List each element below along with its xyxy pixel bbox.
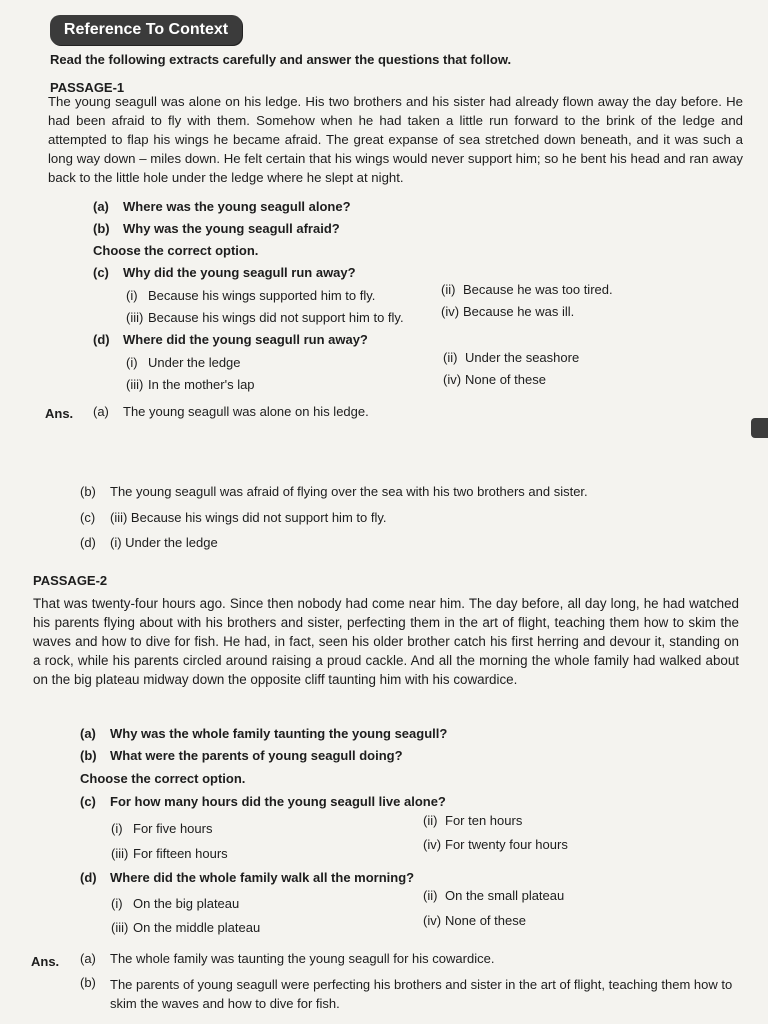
p1-d-option-2: (ii) Under the seashore bbox=[443, 350, 580, 365]
p2-c-option-1: (i) For five hours bbox=[111, 821, 213, 836]
p2-answer-b: (b) The parents of young seagull were perfecting his brothers and sister in the art of flight, teaching them how to skim the waves and how to dive for fish. bbox=[80, 975, 733, 1011]
p1-question-d: (d) Where did the young seagull run away? bbox=[93, 332, 368, 347]
p2-d-option-1: (i) On the big plateau bbox=[111, 896, 240, 911]
p1-c-option-2: (ii) Because he was too tired. bbox=[441, 282, 613, 297]
p2-ans-label: Ans. bbox=[31, 954, 60, 969]
p1-ans-label: Ans. bbox=[45, 406, 74, 421]
p1-answer-b: (b) The young seagull was afraid of flying over the sea with his two brothers and sister. bbox=[80, 484, 588, 499]
p1-answer-c: (c) (iii) Because his wings did not support him to fly. bbox=[80, 510, 387, 525]
p1-question-c: (c) Why did the young seagull run away? bbox=[93, 265, 356, 280]
p1-question-b: (b) Why was the young seagull afraid? bbox=[93, 221, 340, 236]
p2-d-option-3: (iii) On the middle plateau bbox=[111, 920, 261, 935]
instructions: Read the following extracts carefully and answer the questions that follow. bbox=[50, 52, 512, 67]
p1-answer-a: (a) The young seagull was alone on his ledge. bbox=[93, 404, 369, 419]
p1-d-option-3: (iii) In the mother's lap bbox=[126, 377, 255, 392]
p2-question-a: (a) Why was the whole family taunting the young seagull? bbox=[80, 726, 448, 741]
passage2-title: PASSAGE-2 bbox=[33, 573, 108, 588]
p1-answer-d: (d) (i) Under the ledge bbox=[80, 535, 218, 550]
p2-answer-a: (a) The whole family was taunting the young seagull for his cowardice. bbox=[80, 951, 495, 966]
p2-d-option-4: (iv) None of these bbox=[423, 913, 526, 928]
p2-c-option-2: (ii) For ten hours bbox=[423, 813, 523, 828]
p2-c-option-3: (iii) For fifteen hours bbox=[111, 846, 228, 861]
p2-question-c: (c) For how many hours did the young seagull live alone? bbox=[80, 794, 446, 809]
section-header: Reference To Context bbox=[50, 15, 242, 45]
p1-c-option-1: (i) Because his wings supported him to fly. bbox=[126, 288, 376, 303]
p2-choose: Choose the correct option. bbox=[80, 771, 246, 786]
p1-c-option-4: (iv) Because he was ill. bbox=[441, 304, 575, 319]
p1-choose: Choose the correct option. bbox=[93, 243, 259, 258]
passage2-text: That was twenty-four hours ago. Since then nobody had come near him. The day before, all day long, he had watched his parents flying about with his brothers and sister, perfecting them in the art of flight, teaching them how to skim the waves and how to dive for fish. He had, in fact, seen his older brother catch his first herring and devour it, standing on a rock, while his parents circled around raising a proud cackle. And all the morning the whole family had walked about on the big plateau midway down the opposite cliff taunting him with his cowardice. bbox=[33, 596, 739, 687]
p1-question-a: (a) Where was the young seagull alone? bbox=[93, 199, 351, 214]
passage1-title: PASSAGE-1 bbox=[50, 80, 125, 95]
p2-c-option-4: (iv) For twenty four hours bbox=[423, 837, 568, 852]
p2-question-b: (b) What were the parents of young seagull doing? bbox=[80, 748, 403, 763]
p1-c-option-3: (iii) Because his wings did not support him to fly. bbox=[126, 310, 404, 325]
page-edge-tab bbox=[751, 418, 768, 438]
p1-d-option-4: (iv) None of these bbox=[443, 372, 546, 387]
passage1-text: The young seagull was alone on his ledge. His two brothers and his sister had already flown away the day before. He had been afraid to fly with them. Somehow when he had taken a little run forward to the brink of the ledge and attempted to flap his wings he became afraid. The great expanse of sea stretched down beneath, and it was such a long way down – miles down. He felt certain that his wings would never support him; so he bent his head and ran away back to the little hole under the ledge where he slept at night. bbox=[48, 94, 743, 185]
p2-question-d: (d) Where did the whole family walk all the morning? bbox=[80, 870, 415, 885]
p2-d-option-2: (ii) On the small plateau bbox=[423, 888, 565, 903]
p1-d-option-1: (i) Under the ledge bbox=[126, 355, 241, 370]
